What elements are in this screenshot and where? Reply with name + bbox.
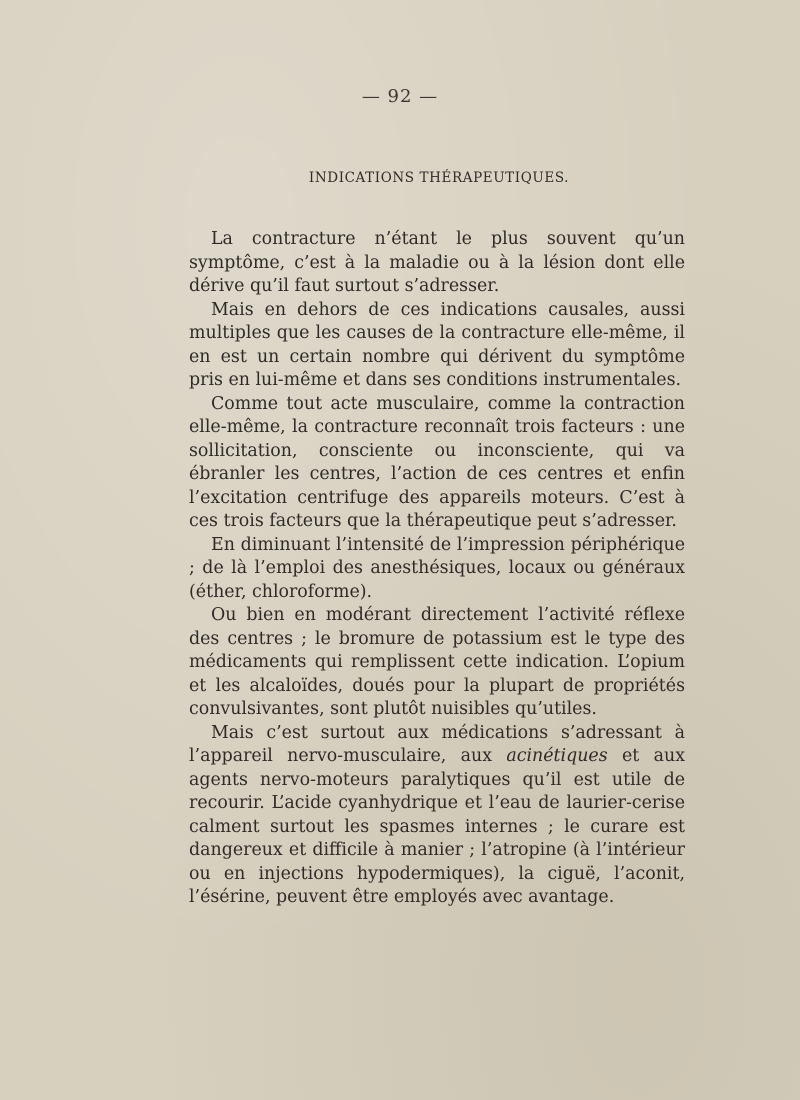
paragraph-6-part-1: Mais c’est surtout aux médications s’adressant à l’appareil nervo-musculaire, aux <box>189 722 685 766</box>
italic-term: acinétiques <box>506 746 608 766</box>
paragraph-6 <box>189 722 685 910</box>
paragraph-5: Ou bien en modérant directement l’activité réflexe des centres ; le bromure de potassium est le type des médicaments qui remplissent cette indication. L’opium et les alcaloïdes, doués pour la plupart de propriétés convulsivantes, sont plutôt nuisibles qu’utiles. <box>189 605 685 719</box>
paragraph-1: La contracture n’étant le plus souvent qu’un symptôme, c’est à la maladie ou à la lésion dont elle dérive qu’il faut surtout s’adresser. <box>189 229 685 296</box>
body-text <box>189 228 685 910</box>
paragraph-4: En diminuant l’intensité de l’impression périphérique ; de là l’emploi des anesthésiques, locaux ou généraux (éther, chloroforme). <box>189 534 685 602</box>
section-heading: INDICATIONS THÉRAPEUTIQUES. <box>308 170 570 186</box>
paragraph-6-part-2: et aux agents nervo-moteurs paralytiques qu’il est utile de recourir. L’acide cyanhydrique et l’eau de laurier-cerise calment surtout les spasmes internes ; le curare est dangereux et difficile à manier ; l’atropine (à l’intérieur ou en injections hypodermiques), la ciguë, l’aconit, l’ésérine, peuvent être employés avec avantage. <box>189 746 685 907</box>
page-number: — 92 — <box>361 86 439 107</box>
paragraph-2: Mais en dehors de ces indications causales, aussi multiples que les causes de la contracture elle-même, il en est un certain nombre qui dérivent du symptôme pris en lui-même et dans ses conditions instrumentales. <box>189 299 685 390</box>
paragraph-3: Comme tout acte musculaire, comme la contraction elle-même, la contracture reconnaît trois facteurs : une sollicitation, consciente ou inconsciente, qui va ébranler les centres, l’action de ces centres et enfin l’excitation centrifuge des appareils moteurs. C’est à ces trois facteurs que la thérapeutique peut s’adresser. <box>189 393 685 531</box>
